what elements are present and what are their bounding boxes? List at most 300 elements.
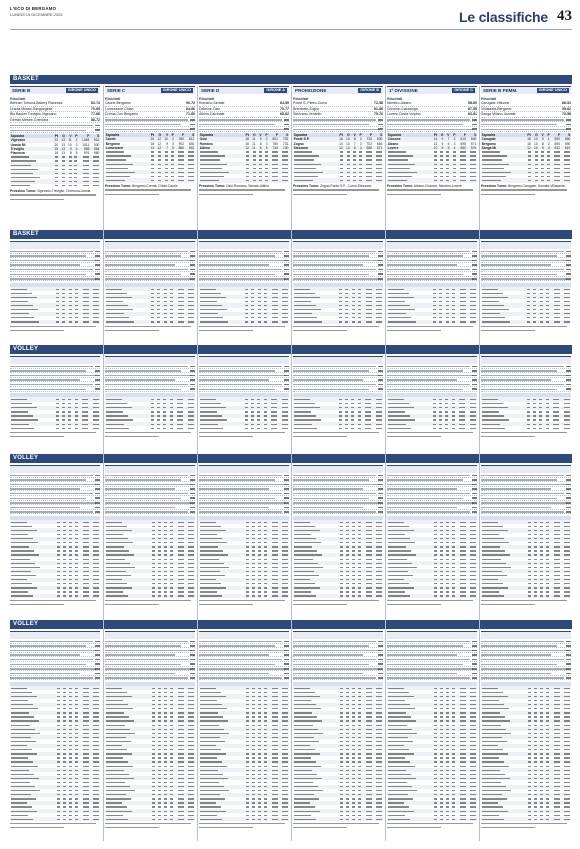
- league-header: [293, 356, 383, 364]
- standings-column: [105, 241, 195, 341]
- column-divider: [479, 86, 480, 841]
- standings-column: [293, 241, 383, 341]
- standings-column: [293, 86, 383, 226]
- table-row: [387, 178, 477, 182]
- match-score: 64-59: [280, 101, 289, 105]
- table-cell: 10: [343, 137, 350, 141]
- table-cell: Carugate: [481, 137, 524, 141]
- column-header: Pt: [148, 133, 155, 137]
- table-cell: 10: [343, 146, 350, 150]
- result-row: [199, 127, 289, 132]
- group-badge: GIRONE A: [266, 88, 285, 92]
- standings-column: [293, 631, 383, 841]
- table-cell: 780: [272, 141, 278, 146]
- column-header: V: [350, 133, 356, 137]
- result-row: [105, 387, 195, 392]
- table-cell: Vigevano: [10, 138, 52, 142]
- table-cell: 998: [78, 147, 90, 151]
- match-teams: Blu Basket Treviglio-Vigevano: [10, 112, 57, 117]
- standings-column: [105, 86, 195, 226]
- standings-column: [105, 356, 195, 450]
- league-header: [105, 631, 195, 639]
- group-badge: GIRONE UNICO: [67, 88, 96, 92]
- match-score: 90-72: [186, 101, 195, 105]
- table-cell: 610: [561, 146, 571, 150]
- table-cell: 5: [444, 146, 450, 150]
- table-cell: 731: [282, 141, 289, 146]
- table-cell: Lumezzane: [105, 146, 148, 150]
- next-round-label: Prossimo Turno:: [387, 183, 414, 188]
- table-cell: 976: [83, 150, 90, 155]
- result-row: [105, 277, 195, 282]
- table-cell: 13: [61, 142, 65, 147]
- column-header: G: [531, 133, 538, 137]
- table-cell: 1011: [82, 142, 90, 147]
- table-cell: 2: [450, 137, 456, 141]
- column-header: S: [561, 133, 571, 137]
- next-round-matches: Osio-Romano, Seriate-Albino: [226, 183, 269, 188]
- match-teams: Carugate-Vittuone: [481, 101, 510, 105]
- section-title: Le classifiche: [458, 9, 548, 25]
- next-round-matches: Bergamo-Carugate, Usmate-Villasanta: [508, 183, 565, 188]
- table-cell: 4: [72, 147, 78, 151]
- table-cell: 13: [61, 150, 65, 155]
- table-cell: 2: [169, 137, 175, 141]
- table-cell: Bergamo: [105, 141, 120, 146]
- result-row: [481, 510, 571, 515]
- table-cell: 10: [534, 141, 538, 146]
- match-score: 82-74: [91, 101, 100, 105]
- table-cell: 8: [350, 137, 356, 141]
- standings-table: [10, 393, 100, 430]
- standings-column: [387, 86, 477, 226]
- column-header: Pt: [336, 133, 343, 137]
- table-cell: 630: [373, 137, 383, 141]
- text-line: [105, 826, 195, 830]
- table-cell: 801: [268, 137, 278, 141]
- result-row: [293, 676, 383, 681]
- text-line: [387, 602, 477, 606]
- table-cell: 632: [550, 146, 560, 150]
- column-divider: [385, 86, 386, 841]
- text-line: [387, 328, 477, 332]
- table-cell: Treviglio: [10, 147, 52, 151]
- table-row: [199, 178, 289, 182]
- next-round-matches: Alzano-Clusone, Nembro-Lovere: [413, 183, 462, 188]
- standings-column: [481, 356, 571, 450]
- table-cell: Alzano: [387, 141, 399, 146]
- table-cell: 16: [336, 137, 343, 141]
- match-teams: Nembro-Alzano: [387, 101, 412, 105]
- results-label: Risultati: [481, 96, 497, 101]
- next-round-matches: Zogno-Ponte S.P., Curno-Stezzano: [320, 183, 372, 188]
- standings-column: [10, 241, 100, 341]
- table-cell: 690: [550, 137, 560, 141]
- standings-table: [105, 133, 195, 182]
- standings-column: [10, 631, 100, 841]
- table-cell: 12: [155, 146, 162, 150]
- standings-table: [199, 283, 289, 324]
- table-cell: 954: [90, 147, 100, 151]
- standings-table: [105, 283, 195, 324]
- column-header: Squadra: [481, 133, 524, 137]
- table-row: [10, 397, 100, 401]
- column-header: F: [268, 133, 278, 137]
- table-row: [105, 397, 195, 401]
- table-cell: 8: [69, 150, 72, 155]
- table-cell: 20: [148, 137, 155, 141]
- table-cell: 7: [353, 141, 356, 146]
- result-row: [105, 127, 195, 132]
- league-header: [387, 356, 477, 364]
- league-header: [10, 86, 100, 94]
- standings-table: [10, 134, 100, 188]
- league-header: [481, 86, 571, 94]
- table-cell: 10: [531, 146, 538, 150]
- standings-table: [199, 133, 289, 182]
- table-row: [387, 397, 477, 401]
- table-cell: 10: [67, 142, 72, 147]
- table-cell: 9: [441, 141, 444, 146]
- table-cell: 18: [150, 141, 155, 146]
- match-teams: Caorle-Bergamo: [105, 101, 131, 105]
- text-line: [10, 826, 100, 830]
- column-header: Pt: [431, 133, 438, 137]
- table-row: [481, 397, 571, 401]
- match-score: 84-66: [186, 106, 195, 111]
- standings-table: [481, 133, 571, 182]
- table-cell: 3: [172, 141, 174, 146]
- standings-table: [10, 682, 100, 822]
- column-header: P: [262, 133, 268, 137]
- standings-column: [387, 356, 477, 450]
- league-header: [293, 631, 383, 639]
- column-header: V: [162, 133, 169, 137]
- league-header: [387, 86, 477, 94]
- standings-column: [481, 465, 571, 615]
- sport-bar-volley: VOLLEY: [10, 345, 572, 354]
- league-header: [387, 631, 477, 639]
- next-round-label: Prossimo Turno:: [105, 183, 132, 188]
- match-teams: Sanga Milano-Usmate: [481, 112, 516, 117]
- table-cell: Romano: [199, 141, 213, 146]
- table-cell: 14: [339, 141, 343, 146]
- table-cell: 10: [346, 141, 350, 146]
- result-row: [387, 510, 477, 515]
- table-cell: 12: [336, 146, 343, 150]
- table-cell: Osio: [199, 137, 243, 141]
- text-line: [199, 192, 289, 196]
- table-cell: Lovere: [387, 146, 431, 150]
- table-cell: Caorle: [105, 137, 148, 141]
- standings-table: [105, 516, 195, 598]
- text-line: [10, 328, 100, 332]
- results-label: Risultati: [10, 96, 26, 101]
- league-header: [10, 465, 100, 473]
- table-cell: 6: [350, 146, 356, 150]
- league-title: SERIE D: [201, 88, 220, 93]
- result-row: [199, 277, 289, 282]
- standings-column: [387, 631, 477, 841]
- standings-column: [10, 86, 100, 226]
- standings-column: [105, 631, 195, 841]
- column-header: S: [90, 134, 100, 138]
- standings-table: [481, 393, 571, 430]
- league-header: [10, 241, 100, 249]
- column-header: Pt: [52, 134, 59, 138]
- text-line: [199, 602, 289, 606]
- table-cell: 18: [243, 137, 250, 141]
- text-line: [199, 826, 289, 830]
- match-teams: Ponte S. Pietro-Curno: [293, 101, 328, 105]
- group-badge: GIRONE B: [360, 88, 379, 92]
- match-score: 77-68: [91, 112, 100, 117]
- table-cell: 590: [564, 141, 571, 146]
- column-header: Squadra: [293, 133, 336, 137]
- standings-table: [387, 283, 477, 324]
- table-cell: 960: [93, 150, 100, 155]
- column-header: S: [373, 133, 383, 137]
- match-score: 75-70: [374, 112, 383, 117]
- table-cell: 20: [54, 142, 59, 147]
- standings-table: [293, 516, 383, 598]
- table-cell: 7: [444, 137, 450, 141]
- table-cell: 13: [59, 147, 66, 151]
- standings-column: [199, 241, 289, 341]
- table-cell: Clusone: [387, 137, 431, 141]
- column-header: F: [362, 133, 372, 137]
- table-row: [10, 184, 100, 188]
- standings-table: [481, 682, 571, 822]
- table-cell: 598: [460, 141, 466, 146]
- table-cell: 744: [268, 146, 278, 150]
- match-teams: Romano-Seriate: [199, 101, 225, 105]
- text-line: [293, 602, 383, 606]
- match-score: 70-65: [91, 106, 100, 111]
- table-cell: 812: [185, 137, 195, 141]
- table-cell: 12: [433, 141, 438, 146]
- table-row: [105, 178, 195, 182]
- table-cell: 930: [93, 142, 100, 147]
- next-round-label: Prossimo Turno:: [10, 188, 37, 193]
- league-title: 1ª DIVISIONE: [389, 88, 418, 93]
- match-teams: Urania Milano-Sangiorgese: [10, 106, 53, 111]
- table-cell: 10: [531, 137, 538, 141]
- league-header: [105, 465, 195, 473]
- league-header: [10, 356, 100, 364]
- table-cell: 11: [250, 137, 257, 141]
- result-row: [481, 277, 571, 282]
- match-score: 72-58: [374, 101, 383, 105]
- masthead: [10, 4, 572, 30]
- column-divider: [291, 86, 292, 841]
- standings-table: [387, 682, 477, 822]
- text-line: [105, 435, 195, 439]
- text-line: [387, 192, 477, 196]
- table-cell: 560: [561, 137, 571, 141]
- table-cell: 5: [75, 150, 78, 155]
- table-cell: 912: [90, 138, 100, 142]
- column-header: V: [538, 133, 544, 137]
- table-cell: 1045: [78, 138, 90, 142]
- league-header: [199, 631, 289, 639]
- league-title: SERIE C: [107, 88, 126, 93]
- table-cell: Stezzano: [293, 146, 336, 150]
- sport-bar-volley: VOLLEY: [10, 454, 572, 463]
- column-header: G: [438, 133, 444, 137]
- league-header: [105, 356, 195, 364]
- result-row: [387, 676, 477, 681]
- column-divider: [103, 86, 104, 841]
- column-header: Pt: [524, 133, 531, 137]
- standings-table: [481, 283, 571, 324]
- result-row: [10, 387, 100, 392]
- standings-table: [10, 516, 100, 598]
- standings-column: [387, 465, 477, 615]
- next-round-matches: Vigevano-Treviglio, Cremona-Urania: [37, 188, 91, 193]
- match-teams: Albino-Calcinate: [199, 112, 225, 117]
- text-line: [10, 197, 100, 201]
- table-cell: 6: [447, 141, 450, 146]
- result-row: [481, 676, 571, 681]
- match-score: 71-80: [186, 112, 195, 117]
- column-header: P: [544, 133, 550, 137]
- group-badge: GIRONE UNICO: [538, 88, 567, 92]
- result-row: [481, 387, 571, 392]
- table-cell: 1: [544, 137, 550, 141]
- table-cell: 3: [359, 141, 362, 146]
- column-header: V: [66, 134, 73, 138]
- league-header: [387, 241, 477, 249]
- table-cell: 9: [438, 137, 444, 141]
- league-title: PROMOZIONE: [295, 88, 327, 93]
- text-line: [293, 826, 383, 830]
- text-line: [199, 435, 289, 439]
- league-header: [293, 465, 383, 473]
- league-header: [199, 356, 289, 364]
- column-header: Squadra: [387, 133, 431, 137]
- standings-table: [105, 682, 195, 822]
- table-cell: 2: [262, 137, 268, 141]
- column-header: Squadra: [199, 133, 243, 137]
- results-label: Risultati: [387, 96, 403, 101]
- standings-column: [105, 465, 195, 615]
- column-header: G: [343, 133, 350, 137]
- table-row: [481, 178, 571, 182]
- result-row: [387, 387, 477, 392]
- text-line: [481, 328, 571, 332]
- text-line: [481, 826, 571, 830]
- standings-table: [387, 133, 477, 182]
- match-score: 70-58: [562, 112, 571, 117]
- match-teams: Crema-Cus Bergamo: [105, 112, 139, 117]
- standings-table: [387, 393, 477, 430]
- table-cell: Ponte S.P.: [293, 137, 336, 141]
- table-cell: 671: [373, 146, 383, 150]
- match-score: 68-62: [280, 112, 289, 117]
- match-teams: Villasanta-Bergamo: [481, 106, 512, 111]
- table-cell: 6: [538, 146, 544, 150]
- match-score: 63-61: [468, 112, 477, 117]
- standings-column: [481, 631, 571, 841]
- table-cell: 10: [431, 146, 438, 150]
- next-round-matches: Bergamo-Crema, Chiari-Caorle: [132, 183, 178, 188]
- table-cell: 2: [356, 137, 362, 141]
- table-cell: 650: [554, 141, 561, 146]
- table-cell: 9: [538, 137, 544, 141]
- standings-column: [293, 356, 383, 450]
- text-line: [105, 192, 195, 196]
- table-cell: 18: [524, 137, 531, 141]
- next-round-label: Prossimo Turno:: [199, 183, 226, 188]
- column-header: G: [250, 133, 257, 137]
- match-teams: Stezzano-Verdello: [293, 112, 322, 117]
- newspaper-name: L'ECO DI BERGAMO: [10, 6, 57, 11]
- table-cell: 930: [175, 137, 185, 141]
- result-row: [199, 387, 289, 392]
- table-cell: 11: [250, 146, 257, 150]
- match-score: 70-77: [280, 106, 289, 111]
- table-cell: 8: [259, 141, 262, 146]
- match-score: 67-55: [468, 106, 477, 111]
- table-cell: 12: [243, 146, 250, 150]
- standings-table: [293, 682, 383, 822]
- page-number: 43: [557, 8, 572, 24]
- table-cell: Bergamo: [481, 141, 496, 146]
- column-header: P: [169, 133, 175, 137]
- results-label: Risultati: [105, 96, 121, 101]
- sport-bar-volley: VOLLEY: [10, 620, 572, 629]
- match-score: 88-72: [91, 117, 100, 122]
- standings-table: [10, 283, 100, 324]
- table-cell: 4: [450, 146, 456, 150]
- match-score: 58-60: [468, 101, 477, 105]
- standings-table: [481, 516, 571, 598]
- table-cell: Sanga Mi: [481, 146, 524, 150]
- column-header: V: [444, 133, 450, 137]
- match-teams: Lovere-Costa Volpino: [387, 112, 421, 117]
- league-header: [481, 356, 571, 364]
- result-row: [199, 676, 289, 681]
- result-row: [10, 128, 100, 133]
- table-cell: 702: [279, 137, 289, 141]
- result-row: [387, 127, 477, 132]
- league-header: [481, 241, 571, 249]
- league-header: [105, 241, 195, 249]
- result-row: [199, 510, 289, 515]
- table-cell: 10: [162, 137, 169, 141]
- column-header: G: [59, 134, 66, 138]
- text-line: [293, 328, 383, 332]
- table-cell: 14: [148, 146, 155, 150]
- standings-table: [293, 393, 383, 430]
- column-header: P: [72, 134, 78, 138]
- league-header: [481, 631, 571, 639]
- match-teams: Dalmine-Osio: [199, 106, 221, 111]
- text-line: [387, 435, 477, 439]
- league-header: [481, 465, 571, 473]
- text-line: [10, 602, 100, 606]
- standings-column: [481, 241, 571, 341]
- result-row: [10, 676, 100, 681]
- text-line: [481, 192, 571, 196]
- table-cell: 8: [541, 141, 544, 146]
- table-cell: 5: [169, 146, 175, 150]
- results-label: Risultati: [293, 96, 309, 101]
- table-row: [293, 178, 383, 182]
- sport-bar-basket: BASKET: [10, 230, 572, 239]
- table-cell: 540: [467, 137, 477, 141]
